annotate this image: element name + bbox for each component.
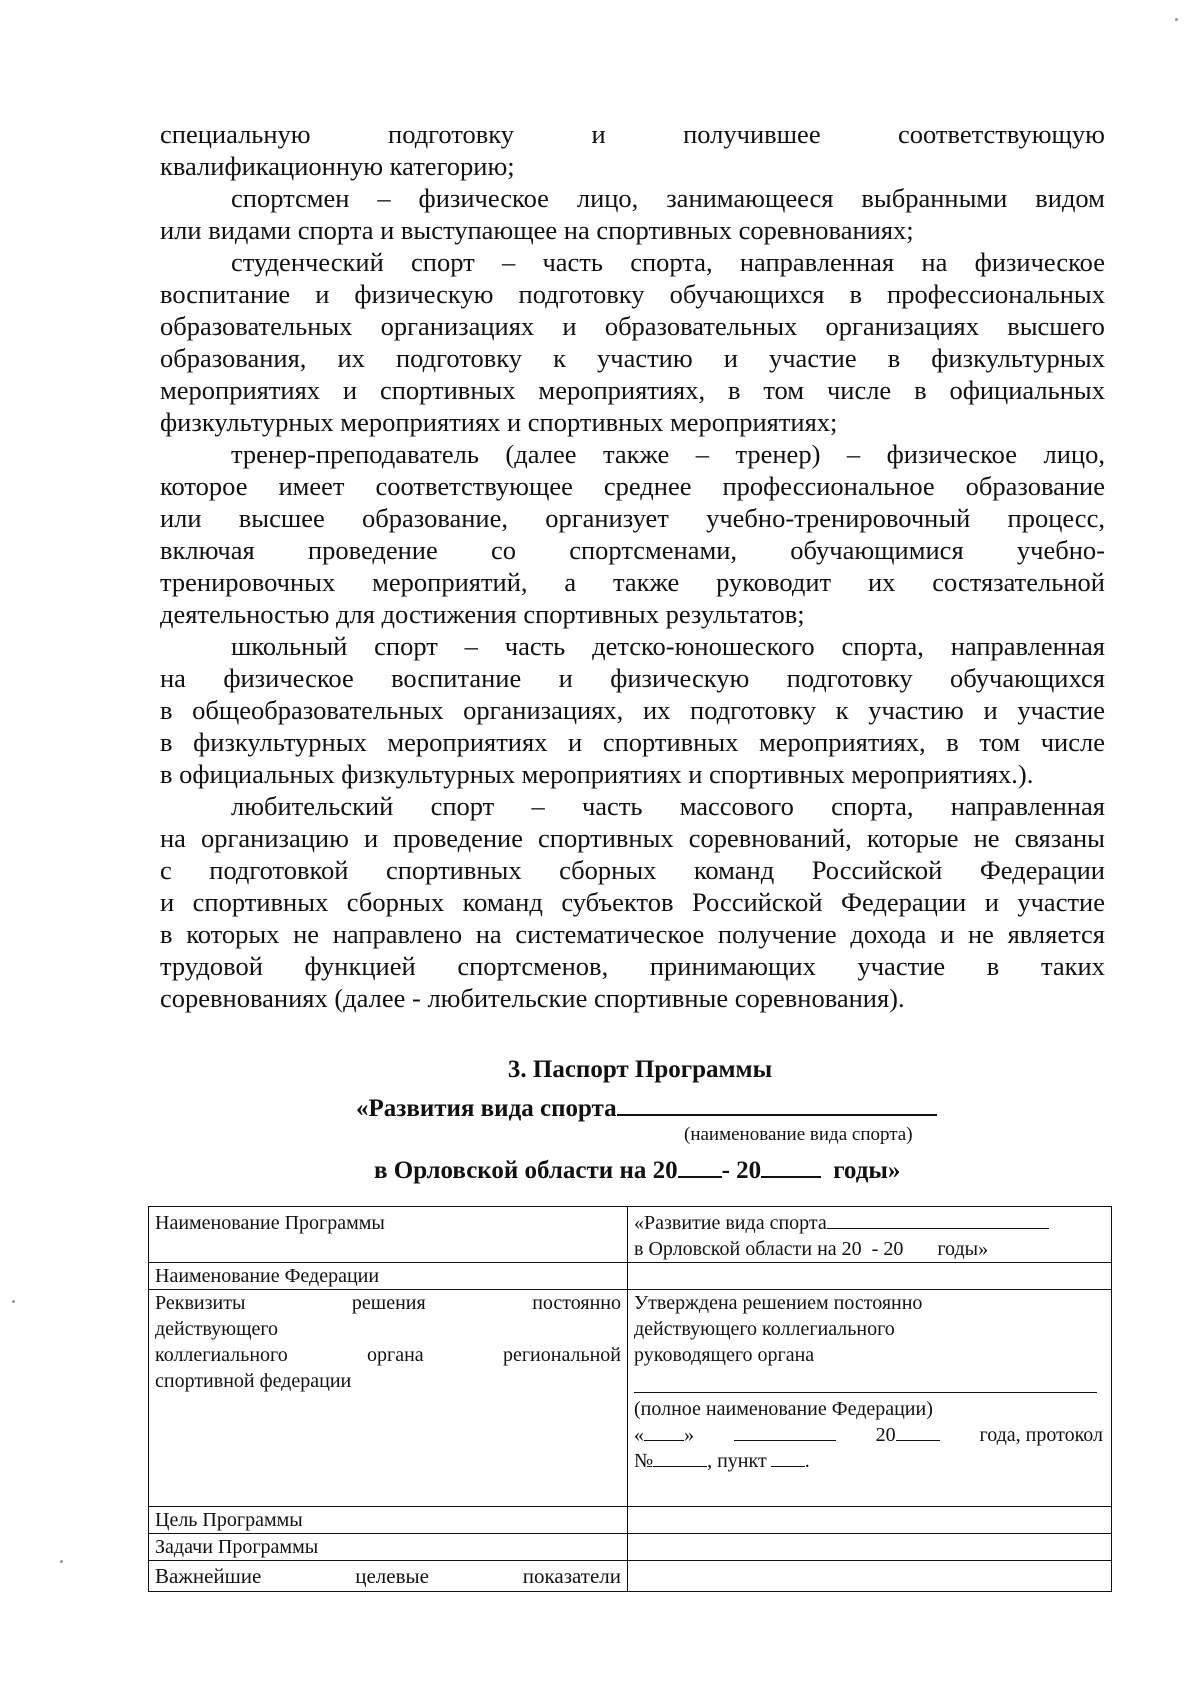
text-line-2: квалификационную категорию; bbox=[160, 151, 515, 181]
word: в bbox=[849, 279, 862, 309]
word: получение bbox=[717, 919, 837, 949]
word: выбранными bbox=[861, 183, 1008, 213]
word: и bbox=[558, 663, 573, 693]
word: лицо, bbox=[1043, 439, 1105, 469]
word: также bbox=[613, 567, 680, 597]
word: в bbox=[160, 919, 173, 949]
label-tasks bbox=[149, 1534, 628, 1561]
word: и bbox=[983, 695, 998, 725]
text-line-8 bbox=[160, 342, 1105, 374]
value-program-name-text-b1: в Орловской области на 20 bbox=[634, 1238, 862, 1260]
text-line-1 bbox=[160, 118, 1105, 150]
protocol-number-sign: № bbox=[634, 1450, 654, 1472]
word: Российской bbox=[691, 887, 823, 917]
word: к bbox=[835, 695, 849, 725]
word: и bbox=[363, 823, 379, 853]
word: участие bbox=[1017, 887, 1105, 917]
word: команд bbox=[693, 855, 775, 885]
word: физическое bbox=[886, 439, 1017, 469]
label-federation-name-text: Наименование Федерации bbox=[155, 1265, 380, 1287]
word: массового bbox=[679, 791, 794, 821]
word: и bbox=[562, 311, 577, 341]
word: образования, bbox=[160, 343, 307, 373]
word: на bbox=[921, 247, 948, 277]
word: проведение bbox=[393, 823, 523, 853]
word: имеет bbox=[278, 471, 345, 501]
text-line-25 bbox=[160, 886, 1105, 918]
value-program-name bbox=[628, 1207, 1112, 1263]
text-line-22 bbox=[231, 790, 1105, 822]
word: часть bbox=[504, 631, 566, 661]
word: – bbox=[695, 439, 709, 469]
word: субъектов bbox=[561, 887, 674, 917]
label-program-name-text: Наименование Программы bbox=[155, 1212, 385, 1234]
date-year-prefix: 20 bbox=[875, 1424, 896, 1446]
table-row-program-name bbox=[149, 1207, 1112, 1263]
value-indicators bbox=[628, 1561, 1112, 1592]
text-line-10: физкультурных мероприятиях и спортивных мероприятиях; bbox=[160, 407, 838, 437]
word: обучающихся bbox=[669, 279, 825, 309]
word: физическое bbox=[223, 663, 354, 693]
word: спорта, bbox=[841, 631, 924, 661]
table-row-federation-name bbox=[149, 1263, 1112, 1290]
word: физкультурных bbox=[931, 343, 1105, 373]
word: их bbox=[642, 695, 671, 725]
scan-speck bbox=[1175, 18, 1178, 21]
text-line-16: деятельностью для достижения спортивных результатов; bbox=[160, 599, 805, 629]
word: коллегиального bbox=[155, 1344, 288, 1366]
text-line-28: соревнованиях (далее - любительские спортивные соревнования). bbox=[160, 983, 905, 1013]
word: дохода bbox=[850, 919, 927, 949]
text-line-27 bbox=[160, 950, 1105, 982]
scan-speck bbox=[12, 1300, 15, 1303]
value-decision-line6 bbox=[634, 1422, 1105, 1448]
word: спорт bbox=[430, 791, 495, 821]
word: том bbox=[763, 375, 805, 405]
word: и bbox=[568, 727, 583, 757]
word: показатели bbox=[522, 1564, 621, 1588]
word: со bbox=[490, 535, 516, 565]
word: также bbox=[602, 439, 670, 469]
word: – bbox=[464, 631, 478, 661]
text-line-9 bbox=[160, 374, 1105, 406]
word: мероприятиях bbox=[160, 375, 321, 405]
word: спортивных bbox=[538, 823, 674, 853]
word: обучающимися bbox=[790, 535, 964, 565]
word: школьный bbox=[231, 631, 348, 661]
word: физическое bbox=[974, 247, 1105, 277]
word: органа bbox=[367, 1344, 424, 1366]
word: общеобразовательных bbox=[192, 695, 444, 725]
word: участие bbox=[768, 343, 857, 373]
word: организацию bbox=[201, 823, 349, 853]
value-program-name-text-b2: - 20 bbox=[871, 1238, 904, 1260]
word: и bbox=[315, 279, 330, 309]
text-line-12 bbox=[160, 470, 1105, 502]
word: на bbox=[160, 663, 186, 693]
word: участие bbox=[1017, 695, 1105, 725]
item-number-blank bbox=[771, 1448, 805, 1467]
item-text: , пункт bbox=[707, 1450, 767, 1472]
word: числе bbox=[1040, 727, 1105, 757]
word: участие bbox=[857, 951, 946, 981]
word: Важнейшие bbox=[155, 1564, 262, 1588]
label-tasks-text: Задачи Программы bbox=[155, 1536, 319, 1558]
word: в bbox=[887, 343, 901, 373]
word: функцией bbox=[304, 951, 416, 981]
word: участию bbox=[868, 695, 964, 725]
word: тренер-преподаватель bbox=[231, 439, 479, 469]
word: в bbox=[160, 727, 173, 757]
word: состязательной bbox=[932, 567, 1105, 597]
word: Федерации bbox=[841, 887, 967, 917]
word: в bbox=[160, 695, 173, 725]
text-line-4: или видами спорта и выступающее на спортивных соревнованиях; bbox=[160, 215, 914, 245]
text-line-13 bbox=[160, 502, 1105, 534]
word: спортивных bbox=[385, 855, 522, 885]
word: спорт bbox=[374, 631, 438, 661]
word: соответствующее bbox=[375, 471, 573, 501]
table-row-tasks bbox=[149, 1534, 1112, 1561]
word: таких bbox=[1040, 951, 1105, 981]
scan-speck bbox=[60, 1560, 63, 1563]
word: с bbox=[160, 855, 172, 885]
word: часть bbox=[542, 247, 603, 277]
word: направленная bbox=[739, 247, 895, 277]
word: систематическое bbox=[515, 919, 705, 949]
word: сборных bbox=[559, 855, 657, 885]
word: на bbox=[475, 919, 502, 949]
value-goal bbox=[628, 1507, 1112, 1534]
region-years-text-c: годы» bbox=[833, 1157, 901, 1184]
word: региональной bbox=[502, 1344, 621, 1366]
sport-blank bbox=[827, 1210, 1049, 1229]
word: высшего bbox=[1007, 311, 1105, 341]
word: команд bbox=[462, 887, 543, 917]
table-row-goal bbox=[149, 1507, 1112, 1534]
sport-name-blank bbox=[617, 1092, 937, 1116]
word: учебно- bbox=[1016, 535, 1105, 565]
word: трудовой bbox=[160, 951, 263, 981]
month-blank bbox=[734, 1422, 836, 1441]
word: руководит bbox=[716, 567, 832, 597]
text-line-26 bbox=[160, 918, 1105, 950]
word: подготовкой bbox=[209, 855, 349, 885]
word: официальных bbox=[949, 375, 1105, 405]
word: воспитание bbox=[391, 663, 522, 693]
value-decision-line3: руководящего органа bbox=[634, 1344, 815, 1366]
value-decision-line2: действующего коллегиального bbox=[634, 1318, 895, 1340]
word: подготовку bbox=[388, 119, 515, 149]
value-program-name-text-a: «Развитие вида спорта bbox=[634, 1212, 827, 1234]
word: целевые bbox=[355, 1564, 429, 1588]
region-years-text-a: в Орловской области на 20 bbox=[374, 1157, 678, 1184]
word: физкультурных bbox=[193, 727, 367, 757]
value-program-name-text-b3: годы» bbox=[937, 1238, 989, 1260]
word: спортивных bbox=[379, 375, 516, 405]
label-decision-details-line2: действующего bbox=[155, 1318, 279, 1340]
word: соответствующую bbox=[898, 119, 1105, 149]
region-years-text-b: - 20 bbox=[721, 1157, 762, 1184]
label-decision-details bbox=[149, 1290, 628, 1507]
day-blank bbox=[644, 1422, 684, 1441]
word: организациях, bbox=[463, 695, 624, 725]
word: образовательных bbox=[160, 311, 353, 341]
word: спортивных bbox=[192, 887, 329, 917]
word: образование bbox=[965, 471, 1105, 501]
word: и bbox=[984, 887, 999, 917]
text-line-5 bbox=[231, 246, 1105, 278]
word: их bbox=[867, 567, 896, 597]
word: Реквизиты bbox=[155, 1292, 246, 1314]
text-line-23 bbox=[160, 822, 1105, 854]
word: и bbox=[723, 343, 738, 373]
word: подготовку bbox=[690, 695, 817, 725]
word: образовательных bbox=[604, 311, 798, 341]
word: мероприятиях, bbox=[759, 727, 926, 757]
section-title: 3. Паспорт Программы bbox=[507, 1056, 773, 1083]
section-region-years bbox=[374, 1154, 900, 1185]
word: профессиональных bbox=[887, 279, 1105, 309]
label-decision-details-line1 bbox=[155, 1290, 621, 1316]
label-goal bbox=[149, 1507, 628, 1534]
value-decision-line7 bbox=[634, 1448, 1105, 1474]
word: не bbox=[293, 919, 320, 949]
word: получившее bbox=[683, 119, 821, 149]
word: учебно-тренировочный bbox=[706, 503, 971, 533]
label-federation-name bbox=[149, 1263, 628, 1290]
word: процесс, bbox=[1007, 503, 1105, 533]
word: и bbox=[342, 375, 358, 405]
text-line-6 bbox=[160, 278, 1105, 310]
word: которое bbox=[160, 471, 248, 501]
table-row-decision-details bbox=[149, 1290, 1112, 1507]
section-program-name bbox=[356, 1092, 937, 1123]
word: в bbox=[914, 375, 927, 405]
word: соревнований, bbox=[688, 823, 852, 853]
value-decision-details bbox=[628, 1290, 1112, 1507]
word: связаны bbox=[1014, 823, 1105, 853]
text-line-24 bbox=[160, 854, 1105, 886]
word: – bbox=[531, 791, 545, 821]
word: спортсменов, bbox=[457, 951, 609, 981]
label-decision-details-line3 bbox=[155, 1342, 621, 1368]
word: организациях bbox=[825, 311, 979, 341]
word: (далее bbox=[505, 439, 577, 469]
word: Федерации bbox=[979, 855, 1105, 885]
year-start-blank bbox=[678, 1154, 722, 1178]
word: которые bbox=[866, 823, 959, 853]
word: спортсмен bbox=[231, 183, 350, 213]
protocol-number-blank bbox=[653, 1448, 707, 1467]
year-end-blank bbox=[761, 1154, 821, 1178]
word: специальную bbox=[160, 119, 311, 149]
text-line-11 bbox=[231, 438, 1105, 470]
word: на bbox=[160, 823, 186, 853]
word: воспитание bbox=[160, 279, 291, 309]
word: тренер) bbox=[735, 439, 821, 469]
word: и bbox=[591, 119, 606, 149]
word: числе bbox=[826, 375, 892, 405]
word: подготовку bbox=[786, 663, 913, 693]
word: – bbox=[501, 247, 516, 277]
word: любительский bbox=[231, 791, 394, 821]
federation-name-hint: (полное наименование Федерации) bbox=[634, 1398, 933, 1420]
word: направленная bbox=[950, 791, 1105, 821]
word: сборных bbox=[346, 887, 445, 917]
word: мероприятий, bbox=[372, 567, 528, 597]
word: мероприятиях, bbox=[538, 375, 706, 405]
value-program-name-line1 bbox=[634, 1207, 1105, 1236]
label-goal-text: Цель Программы bbox=[155, 1509, 303, 1531]
word: – bbox=[377, 183, 391, 213]
text-line-7 bbox=[160, 310, 1105, 342]
word: профессиональное bbox=[722, 471, 935, 501]
word: а bbox=[564, 567, 577, 597]
date-close-quote: » bbox=[684, 1424, 694, 1446]
word: в bbox=[727, 375, 741, 405]
text-line-19 bbox=[160, 694, 1105, 726]
label-decision-details-line4: спортивной федерации bbox=[155, 1370, 352, 1392]
word: которых bbox=[186, 919, 280, 949]
word: организациях bbox=[380, 311, 535, 341]
word: не bbox=[973, 823, 1000, 853]
sport-name-hint: (наименование вида спорта) bbox=[684, 1124, 913, 1145]
section-program-name-text: «Развития вида спорта bbox=[356, 1095, 617, 1122]
word: часть bbox=[581, 791, 643, 821]
label-indicators bbox=[149, 1561, 628, 1592]
program-passport-table bbox=[148, 1206, 1112, 1592]
item-period: . bbox=[804, 1450, 810, 1472]
word: Российской bbox=[811, 855, 943, 885]
word: том bbox=[979, 727, 1021, 757]
word: участию bbox=[597, 343, 693, 373]
year-protocol-text: года, протокол bbox=[979, 1424, 1103, 1446]
word: принимающих bbox=[649, 951, 816, 981]
word: в bbox=[986, 951, 1000, 981]
word: – bbox=[846, 439, 861, 469]
word: подготовку bbox=[518, 279, 645, 309]
federation-name-blank bbox=[634, 1368, 1097, 1393]
word: физическую bbox=[610, 663, 750, 693]
text-line-15 bbox=[160, 566, 1105, 598]
word: не bbox=[967, 919, 994, 949]
word: в bbox=[946, 727, 959, 757]
word: образование, bbox=[362, 503, 508, 533]
label-indicators-text bbox=[155, 1561, 621, 1589]
word: направленная bbox=[950, 631, 1105, 661]
date-open-quote: « bbox=[634, 1424, 644, 1446]
word: или bbox=[160, 503, 202, 533]
word: включая bbox=[160, 535, 255, 565]
text-line-21: в официальных физкультурных мероприятиях и спортивных мероприятиях.). bbox=[160, 759, 1034, 789]
label-program-name bbox=[149, 1207, 628, 1263]
text-line-14 bbox=[160, 534, 1105, 566]
word: подготовку bbox=[395, 343, 522, 373]
text-line-17 bbox=[231, 630, 1105, 662]
year-blank bbox=[896, 1422, 940, 1441]
word: видом bbox=[1035, 183, 1105, 213]
value-decision-line1: Утверждена решением постоянно bbox=[634, 1292, 923, 1314]
word: обучающихся bbox=[950, 663, 1105, 693]
word: постоянно bbox=[532, 1292, 621, 1314]
word: лицо, bbox=[576, 183, 639, 213]
word: к bbox=[553, 343, 566, 373]
word: организует bbox=[545, 503, 669, 533]
word: высшее bbox=[238, 503, 325, 533]
word: детско-юношеского bbox=[592, 631, 815, 661]
word: спортсменами, bbox=[569, 535, 738, 565]
text-line-3 bbox=[231, 182, 1105, 214]
word: спорт bbox=[411, 247, 475, 277]
text-line-20 bbox=[160, 726, 1105, 758]
text-line-18 bbox=[160, 662, 1105, 694]
word: спорта, bbox=[831, 791, 914, 821]
word: решения bbox=[351, 1292, 426, 1314]
value-tasks bbox=[628, 1534, 1112, 1561]
word: среднее bbox=[603, 471, 692, 501]
word: занимающееся bbox=[666, 183, 834, 213]
word: студенческий bbox=[231, 247, 384, 277]
word: их bbox=[337, 343, 365, 373]
value-federation-name bbox=[628, 1263, 1112, 1290]
table-row-indicators bbox=[149, 1561, 1112, 1592]
value-program-name-line2 bbox=[634, 1236, 1105, 1262]
word: спортивных bbox=[602, 727, 739, 757]
word: физическую bbox=[354, 279, 494, 309]
word: физическое bbox=[418, 183, 549, 213]
word: и bbox=[940, 919, 955, 949]
word: и bbox=[160, 887, 175, 917]
word: мероприятиях bbox=[387, 727, 548, 757]
word: тренировочных bbox=[160, 567, 336, 597]
word: спорта, bbox=[630, 247, 713, 277]
word: является bbox=[1007, 919, 1105, 949]
word: направлено bbox=[332, 919, 463, 949]
word: проведение bbox=[307, 535, 438, 565]
